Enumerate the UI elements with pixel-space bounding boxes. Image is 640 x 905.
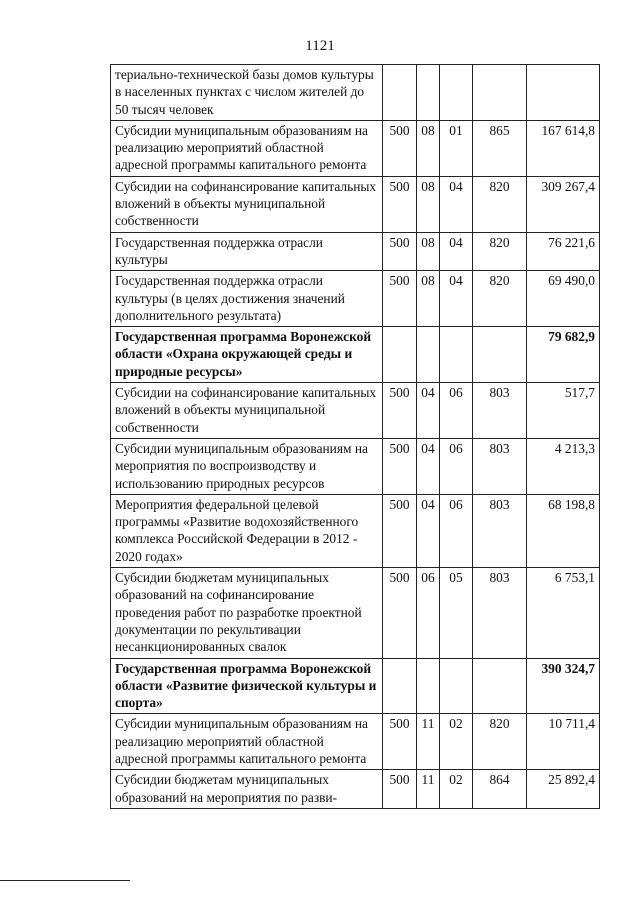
row-name-cell: Государственная программа Воронежской области «Охрана окружающей среды и природные ресурсы»: [111, 327, 383, 383]
amount-cell: 68 198,8: [527, 494, 600, 567]
ministry-code-cell: 500: [383, 120, 417, 176]
row-name-cell: Государственная программа Воронежской области «Развитие физической культуры и спорта»: [111, 658, 383, 714]
amount-cell: 517,7: [527, 383, 600, 439]
section-code-cell: 11: [417, 770, 440, 809]
table-row: [111, 714, 600, 770]
amount-cell: 390 324,7: [527, 658, 600, 714]
row-name-cell: Субсидии муниципальным образованиям на реализацию мероприятий областной адресной программы капитального ремонта: [111, 120, 383, 176]
section-code-cell: 08: [417, 176, 440, 232]
ministry-code-cell: 500: [383, 568, 417, 658]
subsection-code-cell: 01: [440, 120, 473, 176]
amount-cell: 6 753,1: [527, 568, 600, 658]
subsection-code-cell: 05: [440, 568, 473, 658]
expense-type-cell: 820: [473, 232, 527, 271]
table-row: [111, 770, 600, 809]
amount-cell: 69 490,0: [527, 271, 600, 327]
row-name-cell: Субсидии бюджетам муниципальных образований на софинансирование проведения работ по разработке проектной документации по рекультивации несанкционированных свалок: [111, 568, 383, 658]
section-code-cell: [417, 65, 440, 121]
expense-type-cell: [473, 658, 527, 714]
ministry-code-cell: 500: [383, 438, 417, 494]
table-row: [111, 271, 600, 327]
table-row: [111, 176, 600, 232]
page-number: 1121: [305, 38, 335, 54]
section-code-cell: 06: [417, 568, 440, 658]
expense-type-cell: 865: [473, 120, 527, 176]
expense-type-cell: [473, 327, 527, 383]
section-code-cell: 08: [417, 120, 440, 176]
expense-type-cell: 820: [473, 714, 527, 770]
subsection-code-cell: [440, 327, 473, 383]
amount-cell: 76 221,6: [527, 232, 600, 271]
expense-type-cell: 803: [473, 438, 527, 494]
row-name-cell: Субсидии муниципальным образованиям на реализацию мероприятий областной адресной программы капитального ремонта: [111, 714, 383, 770]
amount-cell: 25 892,4: [527, 770, 600, 809]
subsection-code-cell: 06: [440, 438, 473, 494]
section-code-cell: 04: [417, 438, 440, 494]
section-code-cell: 04: [417, 383, 440, 439]
ministry-code-cell: 500: [383, 494, 417, 567]
amount-cell: 309 267,4: [527, 176, 600, 232]
subsection-code-cell: 02: [440, 714, 473, 770]
table-row: [111, 383, 600, 439]
amount-cell: 167 614,8: [527, 120, 600, 176]
row-name-cell: Субсидии на софинансирование капитальных вложений в объекты муниципальной собственности: [111, 176, 383, 232]
table-row: [111, 438, 600, 494]
amount-cell: [527, 65, 600, 121]
subsection-code-cell: 04: [440, 176, 473, 232]
expense-type-cell: 803: [473, 383, 527, 439]
section-code-cell: 11: [417, 714, 440, 770]
expense-type-cell: 864: [473, 770, 527, 809]
section-code-cell: [417, 658, 440, 714]
ministry-code-cell: 500: [383, 770, 417, 809]
table-row: [111, 658, 600, 714]
section-code-cell: 08: [417, 232, 440, 271]
table-row: [111, 327, 600, 383]
ministry-code-cell: 500: [383, 176, 417, 232]
expense-type-cell: 820: [473, 271, 527, 327]
ministry-code-cell: 500: [383, 714, 417, 770]
table-row: [111, 65, 600, 121]
ministry-code-cell: 500: [383, 271, 417, 327]
subsection-code-cell: 04: [440, 232, 473, 271]
section-code-cell: 08: [417, 271, 440, 327]
subsection-code-cell: [440, 65, 473, 121]
table-row: [111, 494, 600, 567]
ministry-code-cell: [383, 65, 417, 121]
amount-cell: 4 213,3: [527, 438, 600, 494]
subsection-code-cell: 06: [440, 494, 473, 567]
row-name-cell: Государственная поддержка отрасли культуры (в целях достижения значений дополнительного результата): [111, 271, 383, 327]
section-code-cell: [417, 327, 440, 383]
subsection-code-cell: 04: [440, 271, 473, 327]
subsection-code-cell: 06: [440, 383, 473, 439]
row-name-cell: Мероприятия федеральной целевой программы «Развитие водохозяйственного комплекса Российской Федерации в 2012 - 2020 годах»: [111, 494, 383, 567]
ministry-code-cell: 500: [383, 232, 417, 271]
row-name-cell: Субсидии муниципальным образованиям на мероприятия по воспроизводству и использованию природных ресурсов: [111, 438, 383, 494]
amount-cell: 79 682,9: [527, 327, 600, 383]
expense-type-cell: 820: [473, 176, 527, 232]
amount-cell: 10 711,4: [527, 714, 600, 770]
table-row: [111, 232, 600, 271]
row-name-cell: Субсидии на софинансирование капитальных вложений в объекты муниципальной собственности: [111, 383, 383, 439]
ministry-code-cell: [383, 658, 417, 714]
budget-table: [110, 64, 600, 809]
footnote-divider: [0, 880, 130, 881]
ministry-code-cell: [383, 327, 417, 383]
budget-table-body: [111, 65, 600, 809]
ministry-code-cell: 500: [383, 383, 417, 439]
row-name-cell: териально-технической базы домов культуры в населенных пунктах с числом жителей до 50 тысяч человек: [111, 65, 383, 121]
expense-type-cell: 803: [473, 568, 527, 658]
expense-type-cell: 803: [473, 494, 527, 567]
row-name-cell: Государственная поддержка отрасли культуры: [111, 232, 383, 271]
table-row: [111, 120, 600, 176]
section-code-cell: 04: [417, 494, 440, 567]
subsection-code-cell: 02: [440, 770, 473, 809]
table-row: [111, 568, 600, 658]
subsection-code-cell: [440, 658, 473, 714]
expense-type-cell: [473, 65, 527, 121]
row-name-cell: Субсидии бюджетам муниципальных образований на мероприятия по разви-: [111, 770, 383, 809]
